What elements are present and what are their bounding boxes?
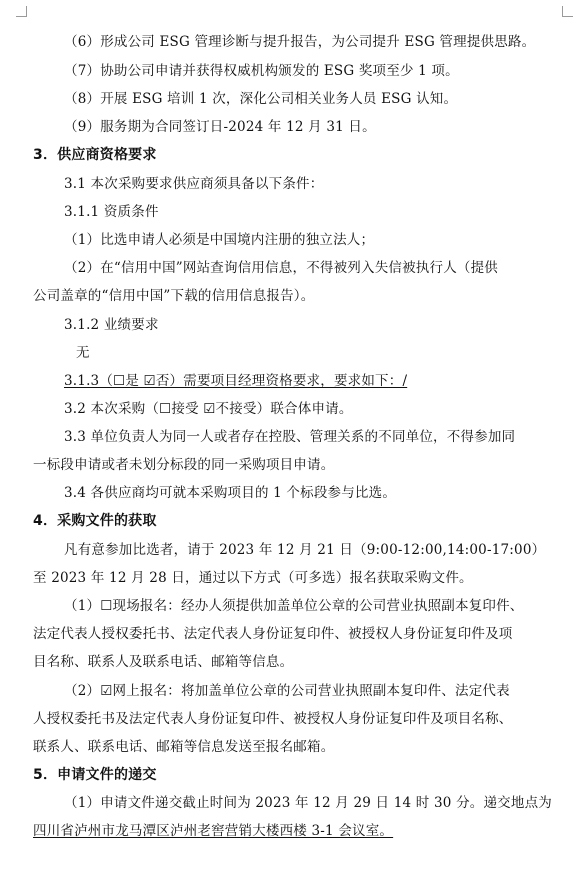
paragraph-line: （1）申请文件递交截止时间为 2023 年 12 月 29 日 14 时 30 分。递交地点为 xyxy=(64,795,552,811)
page-corner-mark xyxy=(16,6,27,17)
paragraph-line: 3.2 本次采购（☐接受 ☑不接受）联合体申请。 xyxy=(64,401,353,417)
paragraph-line: 联系人、联系电话、邮箱等信息发送至报名邮箱。 xyxy=(33,739,335,755)
paragraph-line: 法定代表人授权委托书、法定代表人身份证复印件、被授权人身份证复印件及项 xyxy=(33,626,513,642)
paragraph-line: 3.1 本次采购要求供应商须具备以下条件： xyxy=(64,176,324,192)
paragraph-line: 四川省泸州市龙马潭区泸州老窖营销大楼西楼 3-1 会议室。 xyxy=(33,823,394,839)
paragraph-line: 目名称、联系人及联系电话、邮箱等信息。 xyxy=(33,654,294,670)
section-heading: 5．申请文件的递交 xyxy=(33,767,157,783)
page-corner-mark xyxy=(562,6,573,17)
paragraph-line: 3.1.2 业绩要求 xyxy=(64,317,159,333)
paragraph-line: （7）协助公司申请并获得权威机构颁发的 ESG 奖项至少 1 项。 xyxy=(64,63,459,79)
paragraph-line: 一标段申请或者未划分标段的同一采购项目申请。 xyxy=(33,457,335,473)
paragraph-line: （1）☐现场报名：经办人须提供加盖单位公章的公司营业执照副本复印件、 xyxy=(64,598,524,614)
paragraph-line: 3.3 单位负责人为同一人或者存在控股、管理关系的不同单位，不得参加同 xyxy=(64,429,516,445)
paragraph-line: （6）形成公司 ESG 管理诊断与提升报告，为公司提升 ESG 管理提供思路。 xyxy=(64,34,536,50)
paragraph-line: 3.1.1 资质条件 xyxy=(64,204,159,220)
paragraph-line: （2）在“信用中国”网站查询信用信息，不得被列入失信被执行人（提供 xyxy=(64,260,498,276)
paragraph-line: （9）服务期为合同签订日-2024 年 12 月 31 日。 xyxy=(64,119,376,135)
paragraph-line: （2）☑网上报名：将加盖单位公章的公司营业执照副本复印件、法定代表 xyxy=(64,683,510,699)
paragraph-line: 3.4 各供应商均可就本采购项目的 1 个标段参与比选。 xyxy=(64,485,397,501)
paragraph-line: 凡有意参加比选者，请于 2023 年 12 月 21 日（9:00-12:00,14:00-17:00） xyxy=(64,542,546,558)
paragraph-line: 公司盖章的“信用中国”下载的信用信息报告）。 xyxy=(33,288,315,304)
paragraph-line: 至 2023 年 12 月 28 日，通过以下方式（可多选）报名获取采购文件。 xyxy=(33,570,473,586)
section-heading: 3．供应商资格要求 xyxy=(33,147,157,163)
paragraph-line: 人授权委托书及法定代表人身份证复印件、被授权人身份证复印件及项目名称、 xyxy=(33,711,513,727)
section-heading: 4．采购文件的获取 xyxy=(33,513,157,529)
paragraph-line: 无 xyxy=(76,345,90,361)
paragraph-line: （1）比选申请人必须是中国境内注册的独立法人； xyxy=(64,232,375,248)
paragraph-line: （8）开展 ESG 培训 1 次，深化公司相关业务人员 ESG 认知。 xyxy=(64,91,458,107)
paragraph-line: 3.1.3（☐是 ☑否）需要项目经理资格要求，要求如下：/ xyxy=(64,373,408,389)
